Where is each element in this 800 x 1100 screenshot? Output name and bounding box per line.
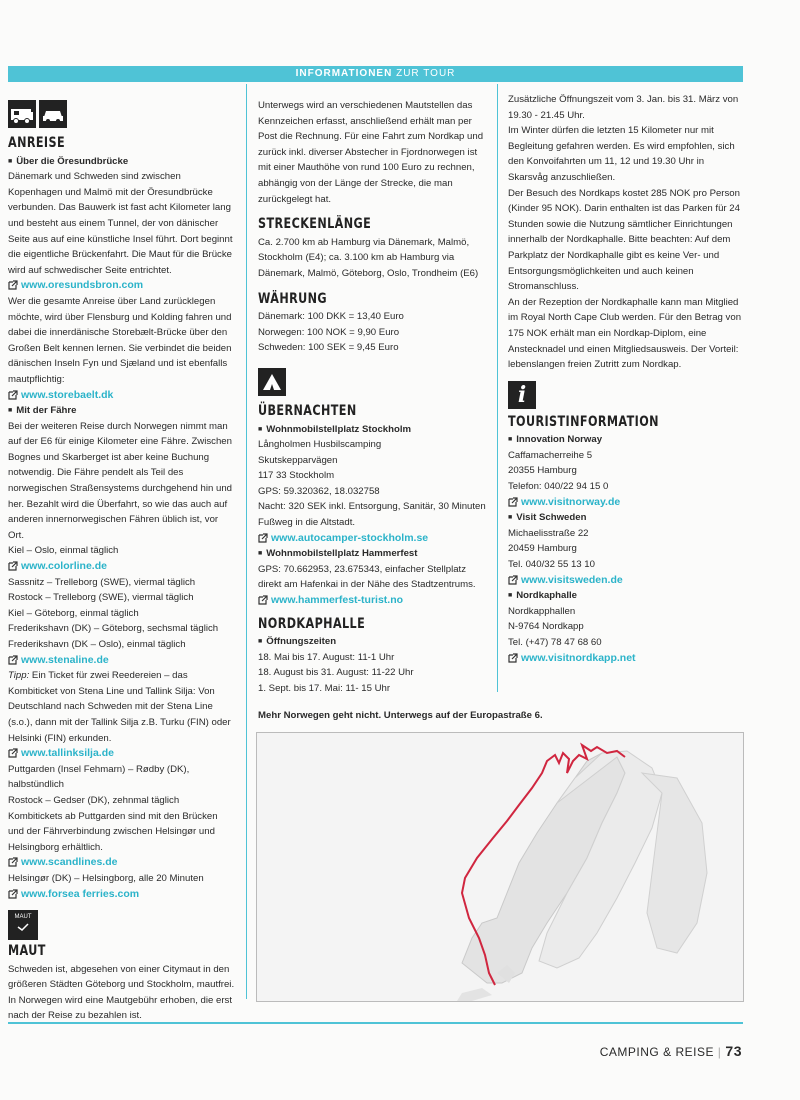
link-oresundsbron[interactable]: www.oresundsbron.com (8, 278, 236, 294)
paragraph: Bei der weiteren Reise durch Norwegen nimmt man auf der E6 für einige Kilometer eine Fähre. Zwischen Bognes und Skarberget ist aber keine Buchung notwendig. Die Fähre pendelt als Teil des norwegischen Straßensystems durchgehend hin und her. Bezahlt wird die Überfahrt, so wie das auch auf anderen innernorwegischen Fähren üblich ist, vor Ort. (8, 420, 232, 541)
link-visitnordkapp[interactable]: www.visitnordkapp.net (508, 651, 746, 667)
hours-line: 18. August bis 31. August: 11-22 Uhr (258, 667, 414, 679)
subheading-stockholm: ■ Wohnmobilstellplatz Stockholm (258, 422, 488, 438)
ferry-line: Rostock – Trelleborg (SWE), viermal täglich (8, 592, 194, 604)
link-tallinksilja[interactable]: www.tallinksilja.de (8, 746, 236, 762)
route-map[interactable] (256, 732, 744, 1002)
link-forseaferries[interactable]: www.forsea ferries.com (8, 887, 236, 903)
paragraph: GPS: 70.662953, 23.675343, einfacher Stellplatz direkt am Hafenkai in der Nähe des Stadtzentrums. (258, 563, 476, 591)
paragraph: Zusätzliche Öffnungszeit vom 3. Jan. bis 31. März von 19.30 - 21.45 Uhr. (508, 94, 739, 121)
camper-icon (8, 100, 36, 128)
column-right (508, 92, 746, 666)
subheading-oeffnungszeiten: ■ Öffnungszeiten (258, 634, 488, 650)
link-colorline[interactable]: www.colorline.de (8, 559, 236, 575)
info-icon-wrap (508, 381, 746, 409)
paragraph: Im Winter dürfen die letzten 15 Kilometer nur mit Begleitung gefahren werden. Es wird empfohlen, sich den Konvoifahrten um 11, 12 und 19.30 Uhr in Skarsvåg anzuschließen. (508, 125, 735, 183)
column-divider (246, 84, 247, 999)
paragraph: Kombitickets ab Puttgarden sind mit den Brücken und der Fährverbindung zwischen Helsingør und Helsingborg erhältlich. (8, 810, 218, 853)
currency-dkk: Dänemark: 100 DKK = 13,40 Euro (258, 311, 404, 323)
external-link-icon (8, 857, 18, 867)
paragraph: Nacht: 320 SEK inkl. Entsorgung, Sanitär, 30 Minuten Fußweg in die Altstadt. (258, 501, 486, 529)
paragraph: Rostock – Gedser (DK), zehnmal täglich (8, 794, 180, 806)
column-divider (497, 84, 498, 692)
section-banner: INFORMATIONEN ZUR TOUR (8, 66, 743, 82)
address-line: Michaelisstraße 22 (508, 527, 589, 539)
hours-line: 18. Mai bis 17. August: 11-1 Uhr (258, 651, 395, 663)
paragraph: Puttgarden (Insel Fehmarn) – Rødby (DK), halbstündlich (8, 763, 190, 791)
paragraph: An der Rezeption der Nordkaphalle kann man Mitglied im Royal North Cape Club werden. Für den Betrag von 175 NOK erhält man ein Nordkap-Diplom, eine Anstecknadel und einen Mitgliedsausweis. Der Vorteil: lebenslangen freien Zutritt zum Nordkap. (508, 296, 742, 371)
link-visitnorway[interactable]: www.visitnorway.de (508, 495, 746, 511)
phone-line: Tel. (+47) 78 47 68 60 (508, 637, 602, 648)
external-link-icon (8, 748, 18, 758)
heading-maut: MAUT (8, 943, 46, 960)
paragraph: Ca. 2.700 km ab Hamburg via Dänemark, Malmö, Stockholm (E4); ca. 3.100 km ab Hamburg via Dänemark, Malmö, Göteborg, Oslo, Trondheim (E6) (258, 236, 479, 279)
paragraph: Dänemark und Schweden sind zwischen Kopenhagen und Malmö mit der Öresundbrücke verbunden. Das Bauwerk ist fast acht Kilometer lang und besteht aus einem Tunnel, der von dänischer Seite aus auf eine künstliche Insel führt. Dort beginnt die eigentliche Brückenfahrt. Die Maut für die Brücke wird auf schwedischer Seite entrichtet. (8, 171, 233, 276)
tent-icon (258, 368, 286, 396)
currency-sek: Schweden: 100 SEK = 9,45 Euro (258, 342, 399, 354)
gps-line: GPS: 59.320362, 18.032758 (258, 485, 380, 497)
ferry-line: Frederikshavn (DK) – Göteborg, sechsmal täglich (8, 623, 219, 635)
external-link-icon (258, 533, 268, 543)
subheading-innovation-norway: ■ Innovation Norway (508, 432, 746, 448)
external-link-icon (8, 561, 18, 571)
external-link-icon (8, 655, 18, 665)
phone-line: Telefon: 040/22 94 15 0 (508, 481, 609, 493)
scandinavia-map (257, 733, 743, 1001)
column-middle (258, 98, 488, 697)
info-icon: i (508, 381, 536, 409)
ferry-line: Frederikshavn (DK – Oslo), einmal täglich (8, 639, 186, 650)
heading-uebernachten: ÜBERNACHTEN (258, 402, 357, 419)
currency-nok: Norwegen: 100 NOK = 9,90 Euro (258, 326, 400, 338)
footer-rule (8, 1022, 743, 1024)
external-link-icon (8, 390, 18, 400)
address-line: N-9764 Nordkapp (508, 621, 584, 633)
ferry-line: Kiel – Oslo, einmal täglich (8, 545, 119, 557)
heading-anreise: ANREISE (8, 135, 66, 151)
external-link-icon (8, 889, 18, 899)
link-scandlines[interactable]: www.scandlines.de (8, 855, 236, 871)
address-line: 117 33 Stockholm (258, 470, 335, 482)
external-link-icon (508, 575, 518, 585)
link-visitsweden[interactable]: www.visitsweden.de (508, 573, 746, 589)
external-link-icon (258, 595, 268, 605)
heading-nordkaphalle: NORDKAPHALLE (258, 615, 366, 632)
external-link-icon (8, 280, 18, 290)
address-line: 20355 Hamburg (508, 465, 577, 477)
address-line: 20459 Hamburg (508, 543, 577, 555)
paragraph: Der Besuch des Nordkaps kostet 285 NOK pro Person (Kinder 95 NOK). Darin enthalten ist das Parken für 24 Stunden sowie die Nutzung sämtlicher Einrichtungen innerhalb der Nordkaphalle. Bitte beachten: Auf dem Parkplatz der Nordkaphalle gibt es keine Ver- und Entsorgungsmöglichkeiten und auch keinen Stromanschluss. (508, 187, 740, 293)
address-line: Långholmen Husbilscamping (258, 439, 382, 451)
address-line: Nordkapphallen (508, 605, 576, 617)
heading-streckenlaenge: STRECKENLÄNGE (258, 216, 372, 233)
subheading-oeresund: ■ Über die Öresundbrücke (8, 154, 236, 170)
paragraph: Helsingør (DK) – Helsingborg, alle 20 Minuten (8, 872, 204, 884)
tipp-paragraph: Tipp: Ein Ticket für zwei Reedereien – das Kombiticket von Stena Line und Tallink Silja: Von Deutschland nach Schweden mit der Stena Line (s.o.), dann mit der Tallink Silja z.B. Turku (FIN) oder Helsinki (FIN) erkunden. (8, 670, 231, 744)
ferry-line: Kiel – Göteborg, einmal täglich (8, 607, 139, 619)
paragraph: Unterwegs wird an verschiedenen Mautstellen das Kennzeichen erfasst, anschließend erhält man per Post die Rechnung. Für eine Fahrt zum Nordkap und zurück inkl. diverser Abstecher in Fjordnorwegen ist mit einer Mauthöhe von rund 100 Euro zu rechnen, abhängig von der Länge der Strecke, die man zurückgelegt hat. (258, 100, 484, 205)
address-line: Skutskepparvägen (258, 454, 338, 466)
subheading-hammerfest: ■ Wohnmobilstellplatz Hammerfest (258, 546, 488, 562)
car-icon (39, 100, 67, 128)
heading-touristinformation: TOURISTINFORMATION (508, 413, 659, 430)
link-hammerfest[interactable]: www.hammerfest-turist.no (258, 593, 488, 609)
hours-line: 1. Sept. bis 17. Mai: 11- 15 Uhr (258, 683, 391, 694)
subheading-faehre: ■ Mit der Fähre (8, 403, 236, 419)
page-number: 73 (725, 1043, 742, 1059)
maut-icon: MAUT (8, 910, 38, 940)
subheading-visit-schweden: ■ Visit Schweden (508, 510, 746, 526)
paragraph: Wer die gesamte Anreise über Land zurücklegen möchte, wird über Flensburg und Kolding fahren und dabei die innerdänische Storebælt-Brücke über den Großen Belt kennen lernen. Sie verbindet die beiden dänischen Inseln Fyn und Sjæland und ist ebenfalls mautpflichtig: (8, 295, 232, 385)
page-footer: CAMPING & REISE | 73 (599, 1043, 742, 1059)
link-autocamper[interactable]: www.autocamper-stockholm.se (258, 531, 488, 547)
phone-line: Tel. 040/32 55 13 10 (508, 559, 595, 571)
transport-icons (8, 100, 236, 132)
ferry-line: Sassnitz – Trelleborg (SWE), viermal täglich (8, 576, 196, 588)
link-stenaline[interactable]: www.stenaline.de (8, 653, 236, 669)
address-line: Caffamacherreihe 5 (508, 449, 593, 461)
external-link-icon (508, 497, 518, 507)
maut-icon-wrap (8, 910, 236, 940)
external-link-icon (508, 653, 518, 663)
link-storebaelt[interactable]: www.storebaelt.dk (8, 388, 236, 404)
paragraph: Schweden ist, abgesehen von einer Citymaut in den größeren Städten Göteborg und Stockholm, mautfrei. In Norwegen wird eine Mautgebühr erhoben, die erst nach der Reise zu bezahlen ist. (8, 963, 235, 1022)
heading-waehrung: WÄHRUNG (258, 290, 327, 307)
tent-icon-wrap (258, 368, 488, 396)
column-anreise (8, 100, 236, 1024)
subheading-nordkaphalle: ■ Nordkaphalle (508, 588, 746, 604)
map-caption: Mehr Norwegen geht nicht. Unterwegs auf der Europastraße 6. (258, 710, 543, 721)
